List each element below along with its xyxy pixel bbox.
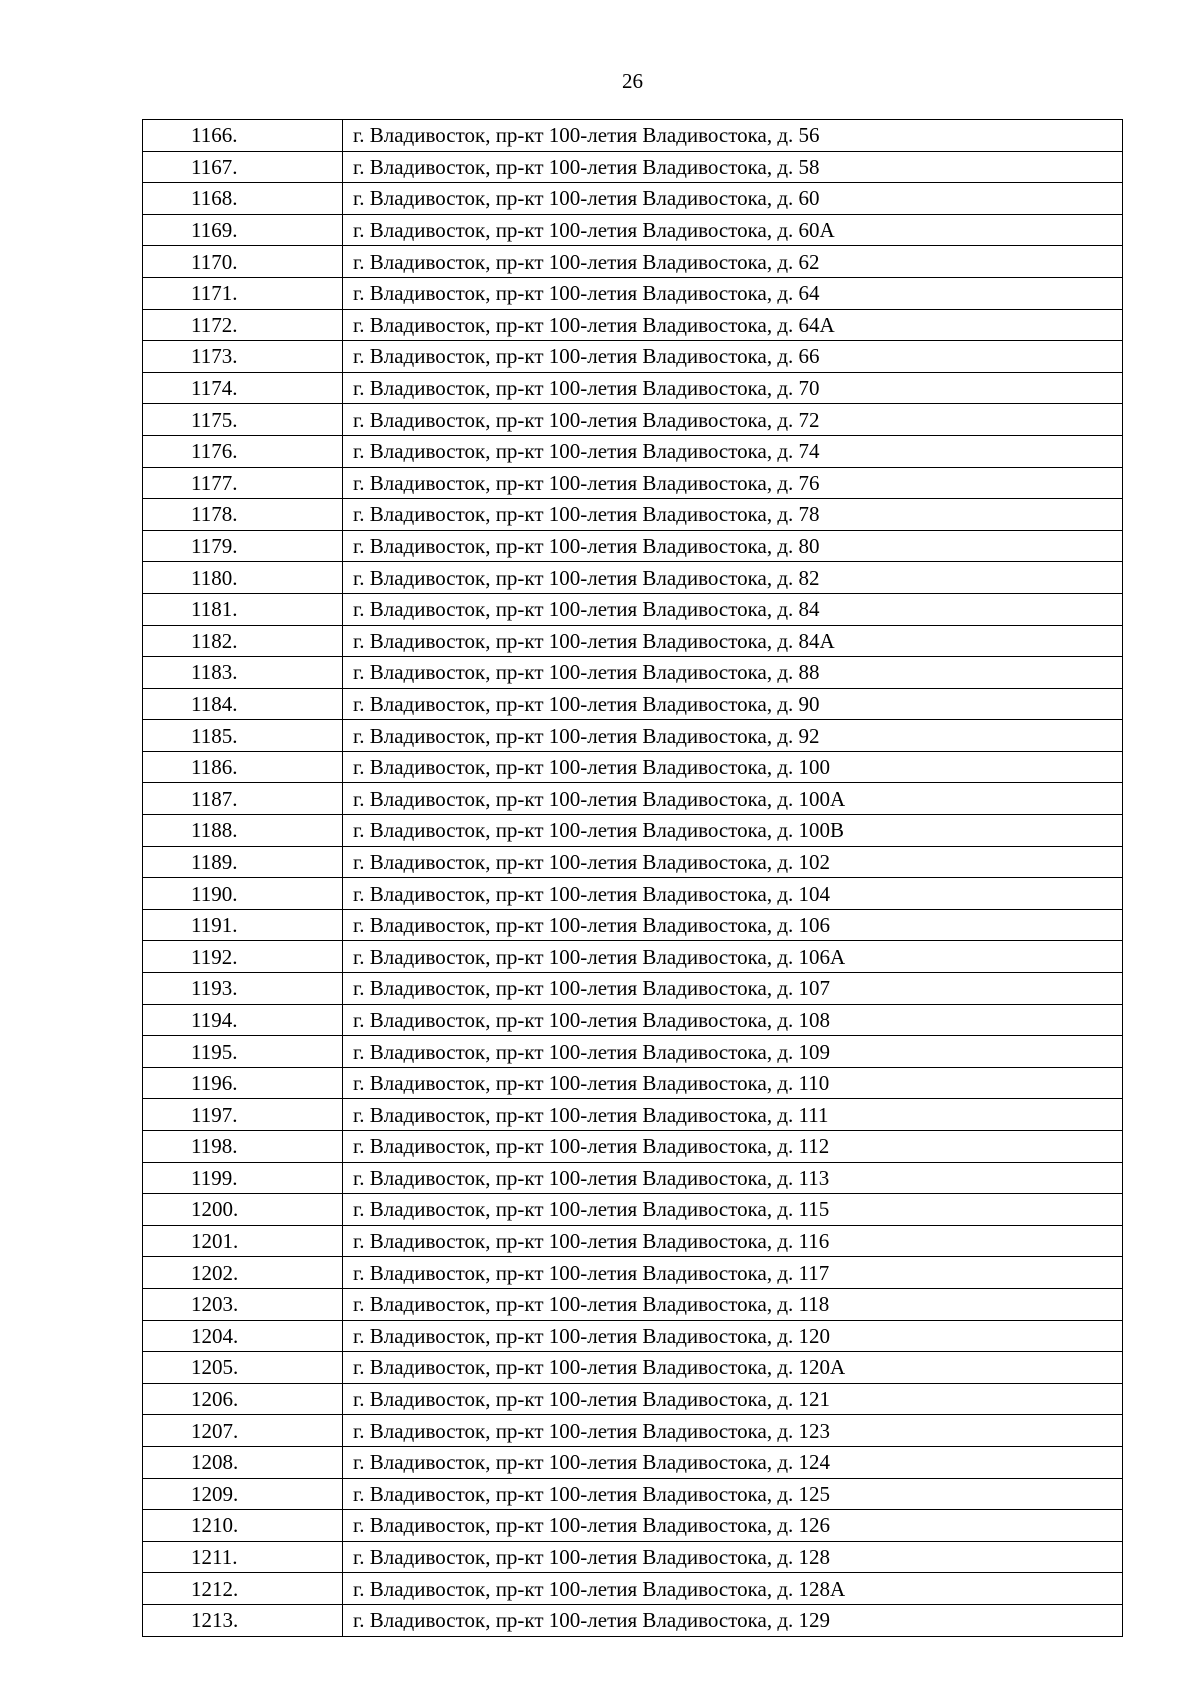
table-row	[143, 783, 1123, 815]
table-row	[143, 372, 1123, 404]
table-row	[143, 1004, 1123, 1036]
table-row	[143, 1288, 1123, 1320]
table-row	[143, 625, 1123, 657]
row-address: г. Владивосток, пр-кт 100-летия Владивостока, д. 84	[343, 593, 1123, 625]
table-row	[143, 214, 1123, 246]
table-row	[143, 404, 1123, 436]
row-number: 1197.	[143, 1099, 343, 1131]
row-number: 1198.	[143, 1131, 343, 1163]
row-number: 1190.	[143, 878, 343, 910]
table-row	[143, 1131, 1123, 1163]
row-address: г. Владивосток, пр-кт 100-летия Владивостока, д. 106	[343, 909, 1123, 941]
row-number: 1187.	[143, 783, 343, 815]
row-number: 1171.	[143, 277, 343, 309]
table-row	[143, 246, 1123, 278]
table-row	[143, 1478, 1123, 1510]
row-address: г. Владивосток, пр-кт 100-летия Владивостока, д. 102	[343, 846, 1123, 878]
row-number: 1204.	[143, 1320, 343, 1352]
table-row	[143, 1320, 1123, 1352]
row-number: 1172.	[143, 309, 343, 341]
table-row	[143, 183, 1123, 215]
row-address: г. Владивосток, пр-кт 100-летия Владивостока, д. 125	[343, 1478, 1123, 1510]
row-number: 1195.	[143, 1036, 343, 1068]
row-address: г. Владивосток, пр-кт 100-летия Владивостока, д. 104	[343, 878, 1123, 910]
row-address: г. Владивосток, пр-кт 100-летия Владивостока, д. 64А	[343, 309, 1123, 341]
row-address: г. Владивосток, пр-кт 100-летия Владивостока, д. 72	[343, 404, 1123, 436]
table-row	[143, 1067, 1123, 1099]
row-address: г. Владивосток, пр-кт 100-летия Владивостока, д. 56	[343, 120, 1123, 152]
table-row	[143, 878, 1123, 910]
table-row	[143, 309, 1123, 341]
row-number: 1180.	[143, 562, 343, 594]
row-number: 1189.	[143, 846, 343, 878]
row-number: 1205.	[143, 1352, 343, 1384]
table-row	[143, 499, 1123, 531]
address-table-body	[143, 120, 1123, 1637]
table-row	[143, 909, 1123, 941]
row-address: г. Владивосток, пр-кт 100-летия Владивостока, д. 116	[343, 1225, 1123, 1257]
row-address: г. Владивосток, пр-кт 100-летия Владивостока, д. 60А	[343, 214, 1123, 246]
page-number: 26	[622, 69, 643, 93]
table-row	[143, 720, 1123, 752]
row-number: 1186.	[143, 751, 343, 783]
row-address: г. Владивосток, пр-кт 100-летия Владивостока, д. 113	[343, 1162, 1123, 1194]
row-number: 1169.	[143, 214, 343, 246]
table-row	[143, 1257, 1123, 1289]
row-address: г. Владивосток, пр-кт 100-летия Владивостока, д. 120А	[343, 1352, 1123, 1384]
row-address: г. Владивосток, пр-кт 100-летия Владивостока, д. 107	[343, 973, 1123, 1005]
row-address: г. Владивосток, пр-кт 100-летия Владивостока, д. 124	[343, 1446, 1123, 1478]
row-number: 1203.	[143, 1288, 343, 1320]
row-address: г. Владивосток, пр-кт 100-летия Владивостока, д. 117	[343, 1257, 1123, 1289]
row-number: 1166.	[143, 120, 343, 152]
row-number: 1167.	[143, 151, 343, 183]
table-row	[143, 973, 1123, 1005]
row-number: 1208.	[143, 1446, 343, 1478]
row-number: 1183.	[143, 657, 343, 689]
row-number: 1193.	[143, 973, 343, 1005]
row-address: г. Владивосток, пр-кт 100-летия Владивостока, д. 74	[343, 435, 1123, 467]
table-row	[143, 1415, 1123, 1447]
table-row	[143, 467, 1123, 499]
table-row	[143, 435, 1123, 467]
row-number: 1170.	[143, 246, 343, 278]
table-row	[143, 120, 1123, 152]
table-row	[143, 1604, 1123, 1636]
row-number: 1176.	[143, 435, 343, 467]
row-number: 1191.	[143, 909, 343, 941]
table-row	[143, 1510, 1123, 1542]
row-number: 1185.	[143, 720, 343, 752]
row-address: г. Владивосток, пр-кт 100-летия Владивостока, д. 66	[343, 341, 1123, 373]
row-number: 1207.	[143, 1415, 343, 1447]
row-number: 1211.	[143, 1541, 343, 1573]
row-number: 1179.	[143, 530, 343, 562]
table-row	[143, 657, 1123, 689]
table-row	[143, 1036, 1123, 1068]
row-number: 1201.	[143, 1225, 343, 1257]
row-number: 1200.	[143, 1194, 343, 1226]
table-row	[143, 1352, 1123, 1384]
row-number: 1173.	[143, 341, 343, 373]
row-address: г. Владивосток, пр-кт 100-летия Владивостока, д. 76	[343, 467, 1123, 499]
row-number: 1175.	[143, 404, 343, 436]
row-number: 1174.	[143, 372, 343, 404]
table-row	[143, 1099, 1123, 1131]
table-row	[143, 593, 1123, 625]
row-address: г. Владивосток, пр-кт 100-летия Владивостока, д. 121	[343, 1383, 1123, 1415]
row-address: г. Владивосток, пр-кт 100-летия Владивостока, д. 100В	[343, 815, 1123, 847]
table-row	[143, 1194, 1123, 1226]
row-number: 1181.	[143, 593, 343, 625]
table-row	[143, 277, 1123, 309]
table-row	[143, 751, 1123, 783]
row-number: 1177.	[143, 467, 343, 499]
row-address: г. Владивосток, пр-кт 100-летия Владивостока, д. 64	[343, 277, 1123, 309]
table-row	[143, 151, 1123, 183]
row-number: 1178.	[143, 499, 343, 531]
row-address: г. Владивосток, пр-кт 100-летия Владивостока, д. 82	[343, 562, 1123, 594]
table-row	[143, 1446, 1123, 1478]
row-address: г. Владивосток, пр-кт 100-летия Владивостока, д. 92	[343, 720, 1123, 752]
table-row	[143, 341, 1123, 373]
row-address: г. Владивосток, пр-кт 100-летия Владивостока, д. 84А	[343, 625, 1123, 657]
row-address: г. Владивосток, пр-кт 100-летия Владивостока, д. 62	[343, 246, 1123, 278]
row-address: г. Владивосток, пр-кт 100-летия Владивостока, д. 88	[343, 657, 1123, 689]
address-table	[142, 119, 1123, 1637]
row-number: 1213.	[143, 1604, 343, 1636]
table-row	[143, 1383, 1123, 1415]
row-address: г. Владивосток, пр-кт 100-летия Владивостока, д. 128А	[343, 1573, 1123, 1605]
row-number: 1196.	[143, 1067, 343, 1099]
table-row	[143, 562, 1123, 594]
table-row	[143, 1225, 1123, 1257]
row-address: г. Владивосток, пр-кт 100-летия Владивостока, д. 100А	[343, 783, 1123, 815]
row-number: 1202.	[143, 1257, 343, 1289]
row-address: г. Владивосток, пр-кт 100-летия Владивостока, д. 100	[343, 751, 1123, 783]
row-address: г. Владивосток, пр-кт 100-летия Владивостока, д. 60	[343, 183, 1123, 215]
table-row	[143, 1162, 1123, 1194]
table-row	[143, 846, 1123, 878]
row-address: г. Владивосток, пр-кт 100-летия Владивостока, д. 128	[343, 1541, 1123, 1573]
row-number: 1210.	[143, 1510, 343, 1542]
table-row	[143, 1541, 1123, 1573]
row-address: г. Владивосток, пр-кт 100-летия Владивостока, д. 70	[343, 372, 1123, 404]
row-address: г. Владивосток, пр-кт 100-летия Владивостока, д. 90	[343, 688, 1123, 720]
row-number: 1182.	[143, 625, 343, 657]
row-number: 1188.	[143, 815, 343, 847]
row-address: г. Владивосток, пр-кт 100-летия Владивостока, д. 58	[343, 151, 1123, 183]
table-row	[143, 688, 1123, 720]
row-address: г. Владивосток, пр-кт 100-летия Владивостока, д. 78	[343, 499, 1123, 531]
row-number: 1206.	[143, 1383, 343, 1415]
row-address: г. Владивосток, пр-кт 100-летия Владивостока, д. 111	[343, 1099, 1123, 1131]
row-address: г. Владивосток, пр-кт 100-летия Владивостока, д. 123	[343, 1415, 1123, 1447]
table-row	[143, 530, 1123, 562]
table-row	[143, 815, 1123, 847]
row-address: г. Владивосток, пр-кт 100-летия Владивостока, д. 80	[343, 530, 1123, 562]
row-address: г. Владивосток, пр-кт 100-летия Владивостока, д. 120	[343, 1320, 1123, 1352]
row-address: г. Владивосток, пр-кт 100-летия Владивостока, д. 126	[343, 1510, 1123, 1542]
table-row	[143, 941, 1123, 973]
row-address: г. Владивосток, пр-кт 100-летия Владивостока, д. 110	[343, 1067, 1123, 1099]
row-address: г. Владивосток, пр-кт 100-летия Владивостока, д. 115	[343, 1194, 1123, 1226]
row-number: 1199.	[143, 1162, 343, 1194]
row-address: г. Владивосток, пр-кт 100-летия Владивостока, д. 129	[343, 1604, 1123, 1636]
row-number: 1192.	[143, 941, 343, 973]
row-number: 1184.	[143, 688, 343, 720]
row-number: 1168.	[143, 183, 343, 215]
row-address: г. Владивосток, пр-кт 100-летия Владивостока, д. 108	[343, 1004, 1123, 1036]
row-address: г. Владивосток, пр-кт 100-летия Владивостока, д. 106А	[343, 941, 1123, 973]
row-address: г. Владивосток, пр-кт 100-летия Владивостока, д. 109	[343, 1036, 1123, 1068]
row-address: г. Владивосток, пр-кт 100-летия Владивостока, д. 112	[343, 1131, 1123, 1163]
row-number: 1212.	[143, 1573, 343, 1605]
table-row	[143, 1573, 1123, 1605]
row-number: 1194.	[143, 1004, 343, 1036]
row-address: г. Владивосток, пр-кт 100-летия Владивостока, д. 118	[343, 1288, 1123, 1320]
row-number: 1209.	[143, 1478, 343, 1510]
